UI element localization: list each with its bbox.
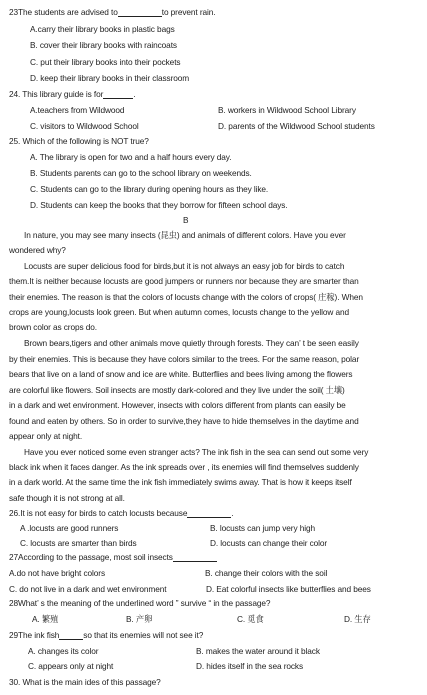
passage-line-7: brown color as crops do. [9,322,97,332]
q28-option-d: D. 生存 [344,614,371,624]
q28-underlined-word: survive [180,598,207,608]
q26-option-d: D. locusts can change their color [210,538,328,548]
q25-option-b: B. Students parents can go to the school library on weekends. [30,168,252,178]
q23-option-a: A.carry their library books in plastic bags [30,24,175,34]
q24-stem-end: . [133,89,136,99]
passage-line-10: bears that live on a land of snow and ice are white. Butterflies and bees living among the flowers [9,369,353,379]
q28-stem: 28What’ s the meaning of the underlined word ” survive “ in the passage? [9,598,271,608]
q25-stem: 25. Which of the following is NOT true? [9,136,149,146]
q24-stem [9,89,135,99]
passage-line-14: appear only at night. [9,431,83,441]
q24-blank[interactable] [103,89,136,99]
q24-stem-text: 24. This library guide is for [9,89,104,99]
q30-stem: 30. What is the main ides of this passage? [9,677,161,687]
q26-option-a: A .locusts are good runners [20,523,119,533]
q29-option-c: C. appears only at night [28,661,114,671]
passage-line-6: crops are young,locusts look green. But when autumn comes, locusts change to the yellow and [9,307,350,317]
passage-line-3: Locusts are super delicious food for birds,but it is not always an easy job for birds to catch [24,261,345,271]
q28-option-c: C. 觅食 [237,614,264,624]
passage-line-16: black ink when it faces danger. As the ink spreads over , its enemies will find themselves suddenly [9,462,359,472]
passage-line-18: safe though it is not strong at all. [9,493,125,503]
q23-stem [9,7,215,17]
passage-line-5: their enemies. The reason is that the colors of locusts change with the colors of crops( 庄稼). When [9,292,363,302]
q28-stem-end: in the passage? [213,598,271,608]
passage-line-9: by their enemies. This is because they have colors similar to the trees. For the same reason, polar [9,354,360,364]
q23-option-b: B. cover their library books with raincoats [30,40,177,50]
q25-option-a: A. The library is open for two and a half hours every day. [30,152,232,162]
q27-option-d: D. Eat colorful insects like butterflies and bees [206,584,371,594]
q26-stem-text: 26.It is not easy for birds to catch locusts because [9,508,188,518]
q26-blank[interactable] [187,508,234,518]
q25-option-d: D. Students can keep the books that they borrow for fifteen school days. [30,200,288,210]
q23-blank[interactable] [118,8,162,17]
q28-option-a: A. 繁殖 [32,614,59,624]
q28-option-b: B. 产卵 [126,614,153,624]
passage-line-17: in a dark world. At the same time the ink fish immediately swims away. That is how it keeps itself [9,477,352,487]
q23-stem-end: to prevent rain. [161,7,216,17]
q24-option-d: D. parents of the Wildwood School students [218,121,375,131]
q23-option-c: C. put their library books into their pockets [30,57,181,67]
q24-option-a: A.teachers from Wildwood [30,105,125,115]
q26-option-c: C. locusts are smarter than birds [20,538,137,548]
passage-line-1: In nature, you may see many insects (昆虫) and animals of different colors. Have you ever [24,230,346,240]
passage-line-15: Have you ever noticed some even stranger acts? The ink fish in the sea can send out some very [24,447,369,457]
q26-option-b: B. locusts can jump very high [210,523,316,533]
q27-stem [9,552,217,562]
q29-option-b: B. makes the water around it black [196,646,320,656]
q29-stem-start: 29The ink fish [9,630,60,640]
q29-option-a: A. changes its color [28,646,99,656]
passage-line-4: them.It is neither because locusts are good jumpers or runners nor because they are smarter than [9,276,359,286]
passage-line-11: are colorful like flowers. Soil insects are mostly dark-colored and they live under the soil( 土壤) [9,385,345,395]
q24-option-c: C. visitors to Wildwood School [30,121,139,131]
q23-stem-start: 23The students are advised to [9,7,118,17]
q26-stem [9,508,234,518]
q24-option-b: B. workers in Wildwood School Library [218,105,356,115]
passage-line-12: in a dark and wet environment. However, insects with colors different from plants can easily be [9,400,346,410]
q29-blank[interactable] [59,631,83,640]
q29-option-d: D. hides itself in the sea rocks [196,661,304,671]
q29-stem [9,630,203,640]
passage-line-13: found and eaten by others. So in order to survive,they have to hide themselves in the daytime and [9,416,359,426]
section-b-heading: B [183,215,189,225]
q25-option-c: C. Students can go to the library during opening hours as they like. [30,184,269,194]
q27-blank[interactable] [173,553,217,562]
passage-line-8: Brown bears,tigers and other animals move quietly through forests. They can’ t be seen easily [24,338,359,348]
q27-stem-text: 27According to the passage, most soil insects [9,552,173,562]
q27-option-c: C. do not live in a dark and wet environment [9,584,167,594]
q28-stem-start: 28What’ s the meaning of the underlined word [9,598,174,608]
q27-option-a: A.do not have bright colors [9,568,105,578]
q26-stem-end: . [231,508,234,518]
q29-stem-end: so that its enemies will not see it? [83,630,204,640]
passage-line-2: wondered why? [9,245,66,255]
q23-option-d: D. keep their library books in their classroom [30,73,190,83]
q27-option-b: B. change their colors with the soil [205,568,328,578]
